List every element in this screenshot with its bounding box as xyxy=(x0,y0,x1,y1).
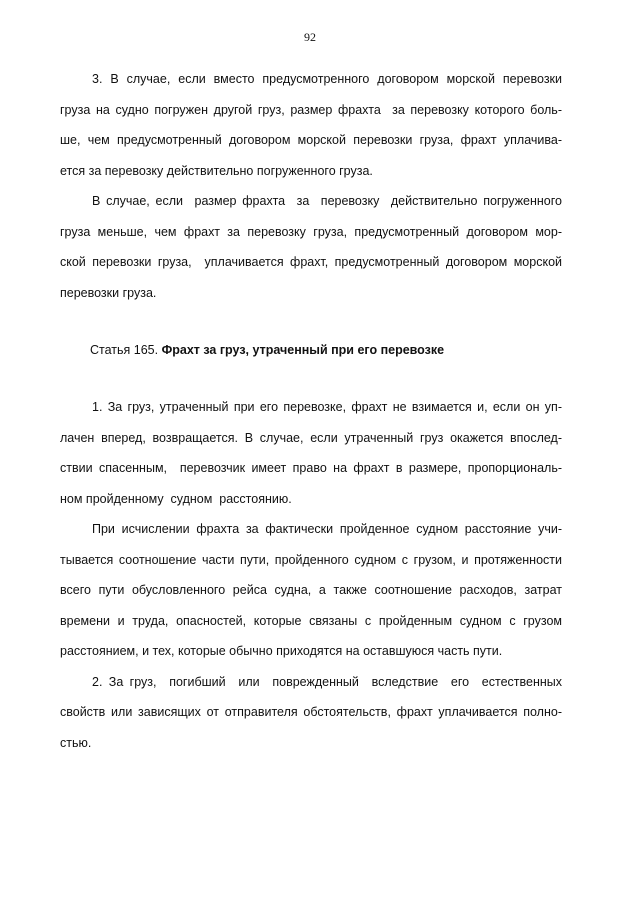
paragraph-line: стью. xyxy=(60,735,92,750)
paragraph-line: всего пути обусловленного рейса судна, а также соотношение расходов, затрат xyxy=(60,583,562,597)
section-a xyxy=(60,64,562,308)
paragraph-line: ской перевозки груза, уплачивается фрахт, предусмотренный договором морской xyxy=(60,255,562,269)
section-b xyxy=(60,392,562,758)
paragraph-line: ствии спасенным, перевозчик имеет право на фрахт в размере, пропорциональ- xyxy=(60,461,562,475)
paragraph-line: времени и труда, опасностей, которые связаны с пройденным судном с грузом xyxy=(60,613,562,628)
article-heading xyxy=(90,340,444,360)
paragraph-line: свойств или зависящих от отправителя обстоятельств, фрахт уплачивается полно- xyxy=(60,705,562,719)
paragraph-line: лачен вперед, возвращается. В случае, если утраченный груз окажется впослед- xyxy=(60,430,562,445)
article-number: Статья 165. xyxy=(90,343,162,357)
paragraph-line: перевозки груза. xyxy=(60,285,157,300)
paragraph-line: груза на судно погружен другой груз, размер фрахта за перевозку которого боль- xyxy=(60,102,562,117)
paragraph-line: При исчислении фрахта за фактически пройденное судном расстояние учи- xyxy=(92,522,562,536)
paragraph-line: ше, чем предусмотренный договором морской перевозки груза, фрахт уплачива- xyxy=(60,133,562,147)
paragraph-line: тывается соотношение части пути, пройденного судном с грузом, и протяженности xyxy=(60,552,562,567)
paragraph-line: В случае, если размер фрахта за перевозку действительно погруженного xyxy=(92,194,562,208)
paragraph-line: 3. В случае, если вместо предусмотренного договором морской перевозки xyxy=(92,72,562,86)
paragraph-line: ном пройденному судном расстоянию. xyxy=(60,491,292,506)
page-number: 92 xyxy=(304,30,316,44)
paragraph-line: 1. За груз, утраченный при его перевозке, фрахт не взимается и, если он уп- xyxy=(92,400,562,414)
paragraph-line: расстоянием, и тех, которые обычно приходятся на оставшуюся часть пути. xyxy=(60,644,503,658)
paragraph-line: ется за перевозку действительно погруженного груза. xyxy=(60,163,373,178)
article-title: Фрахт за груз, утраченный при его перевозке xyxy=(161,343,445,357)
paragraph-line: груза меньше, чем фрахт за перевозку груза, предусмотренный договором мор- xyxy=(60,224,562,239)
paragraph-line: 2. За груз, погибший или поврежденный вследствие его естественных xyxy=(92,674,562,689)
